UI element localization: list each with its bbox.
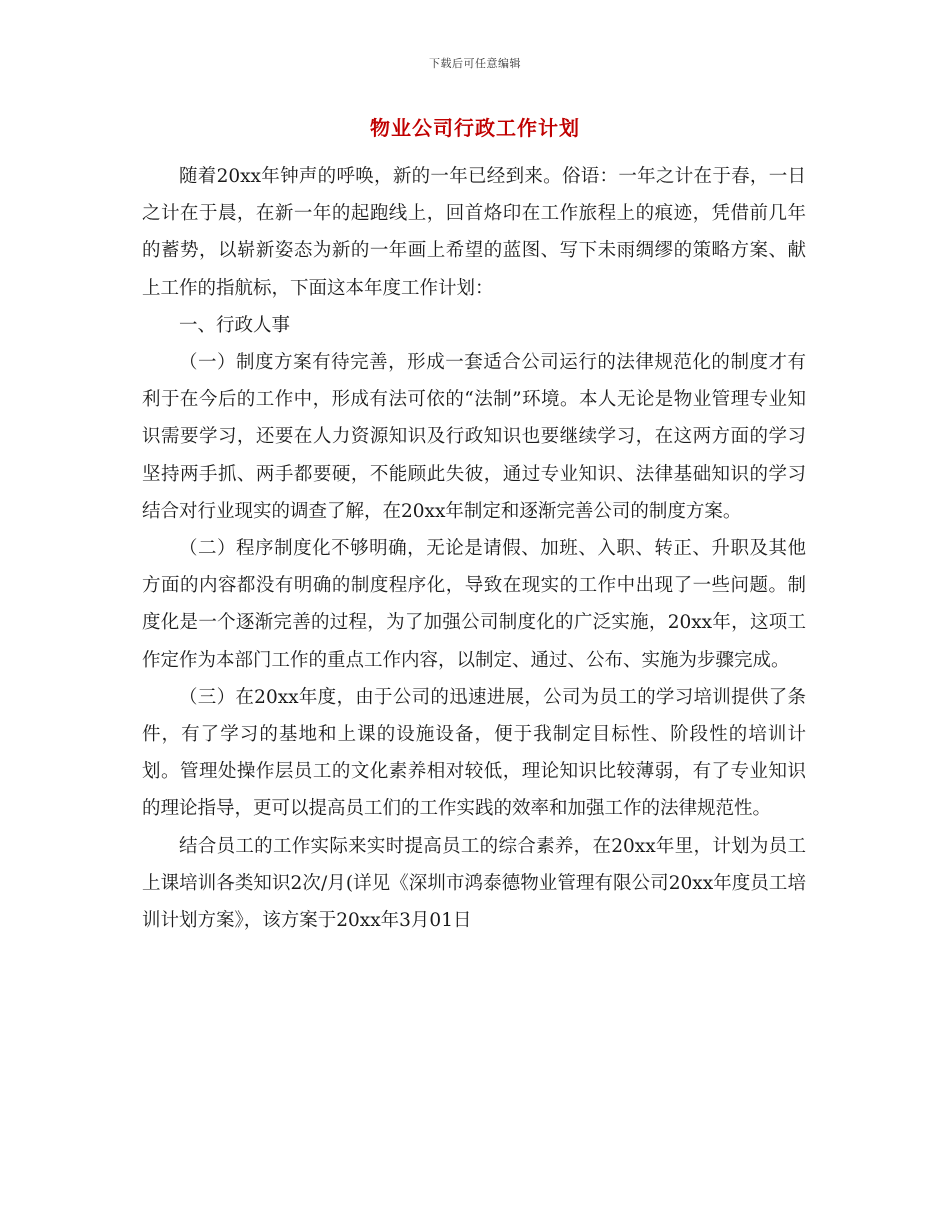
paragraph-training: 结合员工的工作实际来实时提高员工的综合素养，在20xx年里，计划为员工上课培训各类知识2次/月(详见《深圳市鸿泰德物业管理有限公司20xx年度员工培训计划方案》，该方案于20xx年3月01日 xyxy=(142,835,806,932)
section-heading-admin-hr: 一、行政人事 xyxy=(179,314,291,336)
header-note: 下载后可任意编辑 xyxy=(429,57,521,70)
paragraph-intro: 随着20xx年钟声的呼唤，新的一年已经到来。俗语：一年之计在于春，一日之计在于晨，在新一年的起跑线上，回首烙印在工作旅程上的痕迹，凭借前几年的蓄势，以崭新姿态为新的一年画上希望的蓝图、写下未雨绸缪的策略方案、献上工作的指航标，下面这本年度工作计划： xyxy=(142,166,806,299)
paragraph-item-2: （二）程序制度化不够明确，无论是请假、加班、入职、转正、升职及其他方面的内容都没有明确的制度程序化，导致在现实的工作中出现了一些问题。制度化是一个逐渐完善的过程，为了加强公司制度化的广泛实施，20xx年，这项工作定作为本部门工作的重点工作内容，以制定、通过、公布、实施为步骤完成。 xyxy=(142,538,806,671)
document-title: 物业公司行政工作计划 xyxy=(370,116,580,140)
paragraph-item-3: （三）在20xx年度，由于公司的迅速进展，公司为员工的学习培训提供了条件，有了学习的基地和上课的设施设备，便于我制定目标性、阶段性的培训计划。管理处操作层员工的文化素养相对较低，理论知识比较薄弱，有了专业知识的理论指导，更可以提高员工们的工作实践的效率和加强工作的法律规范性。 xyxy=(142,686,806,820)
document-body xyxy=(142,158,806,939)
paragraph-item-1: （一）制度方案有待完善，形成一套适合公司运行的法律规范化的制度才有利于在今后的工作中，形成有法可依的“法制”环境。本人无论是物业管理专业知识需要学习，还要在人力资源知识及行政知识也要继续学习，在这两方面的学习坚持两手抓、两手都要硬，不能顾此失彼，通过专业知识、法律基础知识的学习结合对行业现实的调查了解，在20xx年制定和逐渐完善公司的制度方案。 xyxy=(142,352,806,522)
